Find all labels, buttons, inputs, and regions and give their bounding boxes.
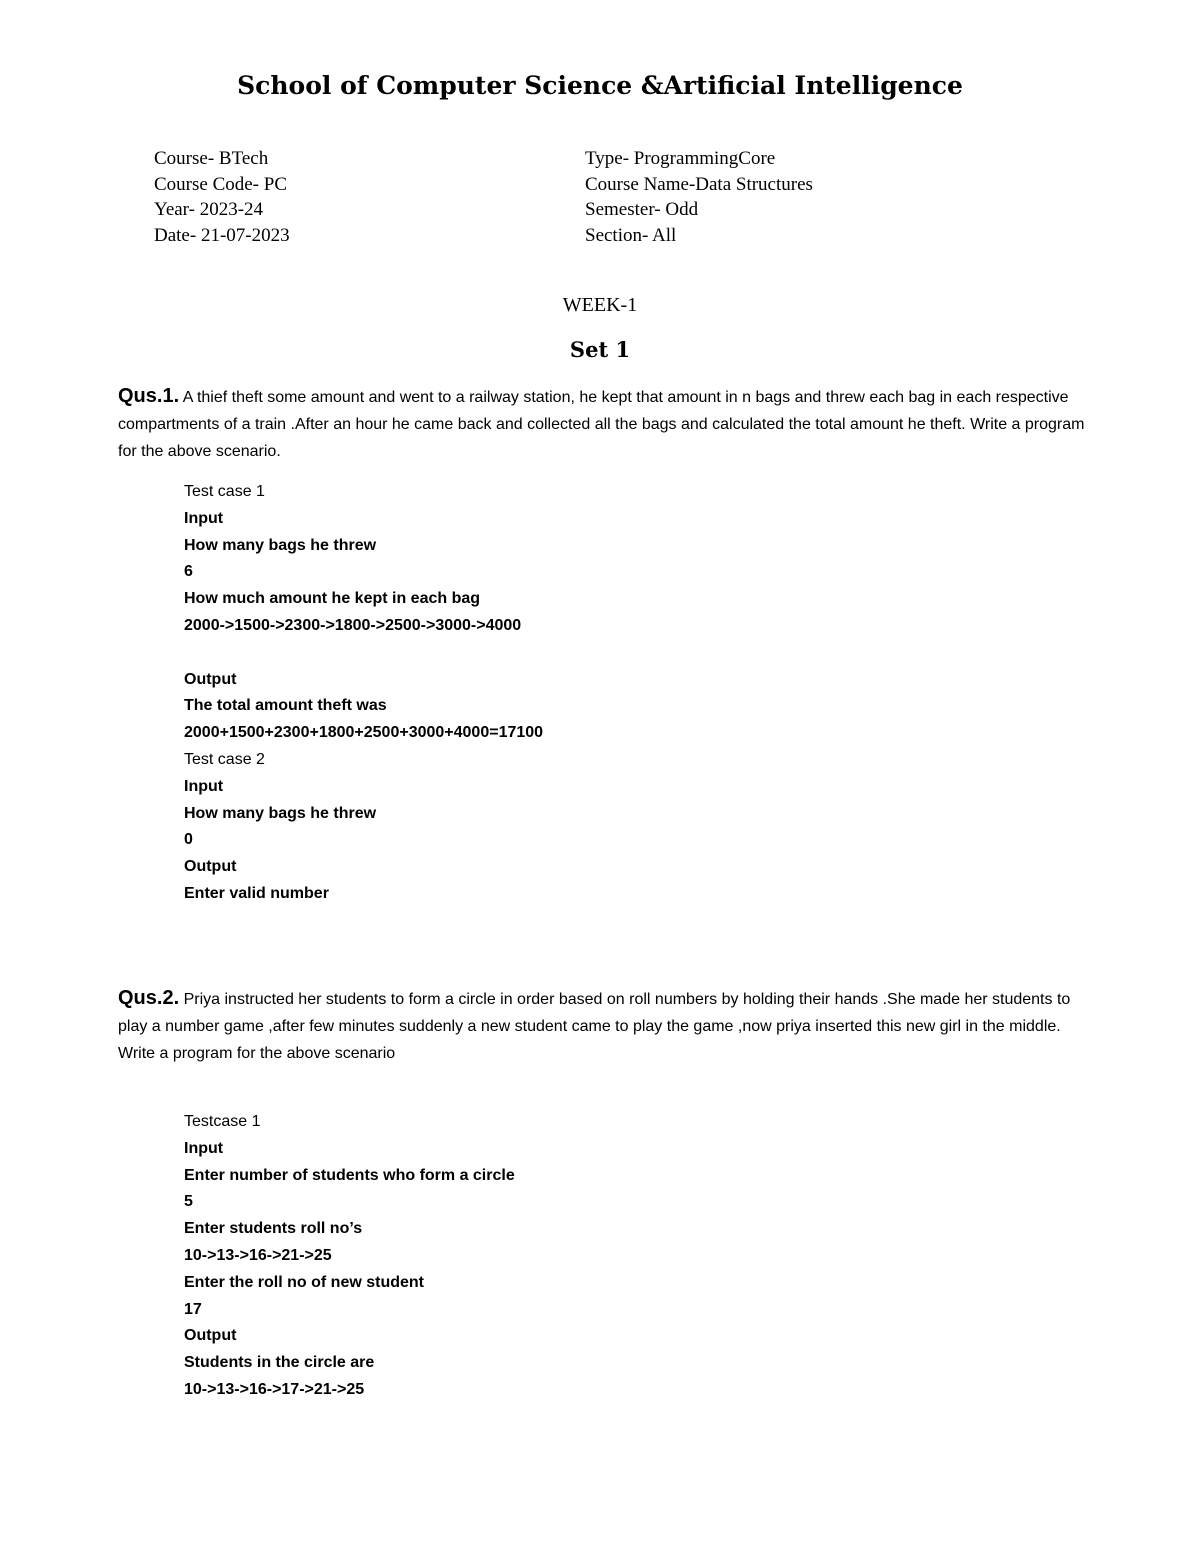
test-case-heading: Testcase 1 bbox=[184, 1113, 261, 1130]
prompt-line: Enter students roll no’s bbox=[184, 1220, 363, 1238]
set-heading: Set 1 bbox=[569, 337, 631, 362]
section-field: Section- All bbox=[585, 224, 677, 246]
prompt-line: How much amount he kept in each bag bbox=[184, 590, 481, 608]
value-line: 5 bbox=[184, 1193, 193, 1211]
test-case-heading: Test case 1 bbox=[184, 483, 265, 500]
course-name-field: Course Name-Data Structures bbox=[585, 173, 813, 195]
question-text: A thief theft some amount and went to a railway station, he kept that amount in n bags and threw each bag in each respective compartments of a train .After an hour he came back and collected all the bags and calculated the total amount he theft. Write a program for the above scenario. bbox=[118, 389, 1085, 460]
week-heading: WEEK-1 bbox=[562, 294, 638, 316]
prompt-line: How many bags he threw bbox=[184, 804, 377, 822]
value-line: 10->13->16->21->25 bbox=[184, 1246, 332, 1264]
question-text: Priya instructed her students to form a circle in order based on roll numbers by holding their hands .She made her students to play a number game ,after few minutes suddenly a new student came to play the game ,now priya inserted this new girl in the middle. Write a program for the above scenario bbox=[118, 991, 1071, 1062]
date-field: Date- 21-07-2023 bbox=[154, 224, 290, 246]
question-1 bbox=[118, 383, 1093, 465]
page-title: School of Computer Science &Artificial Intelligence bbox=[237, 71, 963, 100]
course-field: Course- BTech bbox=[154, 148, 269, 169]
output-heading: Output bbox=[184, 670, 237, 688]
prompt-line: Enter number of students who form a circle bbox=[184, 1166, 515, 1184]
input-heading: Input bbox=[184, 1139, 224, 1157]
value-line: 6 bbox=[184, 563, 193, 581]
type-field: Type- ProgrammingCore bbox=[585, 148, 776, 169]
course-code-field: Course Code- PC bbox=[154, 173, 287, 195]
value-line: 2000->1500->2300->1800->2500->3000->4000 bbox=[184, 616, 522, 634]
semester-field: Semester- Odd bbox=[585, 199, 699, 220]
question-label: Qus.2. bbox=[118, 987, 180, 1009]
output-line: 2000+1500+2300+1800+2500+3000+4000=17100 bbox=[184, 724, 544, 742]
value-line: 17 bbox=[184, 1300, 202, 1318]
prompt-line: How many bags he threw bbox=[184, 536, 377, 554]
output-heading: Output bbox=[184, 858, 237, 876]
output-heading: Output bbox=[184, 1327, 237, 1345]
question-1-test-cases bbox=[184, 479, 543, 908]
output-line: The total amount theft was bbox=[184, 697, 387, 715]
blank-line bbox=[184, 640, 543, 667]
input-heading: Input bbox=[184, 509, 224, 527]
value-line: 0 bbox=[184, 831, 193, 849]
prompt-line: Enter the roll no of new student bbox=[184, 1273, 424, 1291]
course-meta-right bbox=[585, 146, 813, 248]
question-label: Qus.1. bbox=[118, 385, 180, 407]
output-line: 10->13->16->17->21->25 bbox=[184, 1380, 365, 1398]
input-heading: Input bbox=[184, 777, 224, 795]
output-line: Enter valid number bbox=[184, 884, 329, 902]
test-case-heading: Test case 2 bbox=[184, 750, 265, 768]
output-line: Students in the circle are bbox=[184, 1354, 375, 1372]
question-2-test-cases bbox=[184, 1109, 515, 1404]
course-meta-left bbox=[154, 146, 290, 248]
year-field: Year- 2023-24 bbox=[154, 199, 264, 220]
question-2 bbox=[118, 985, 1093, 1067]
